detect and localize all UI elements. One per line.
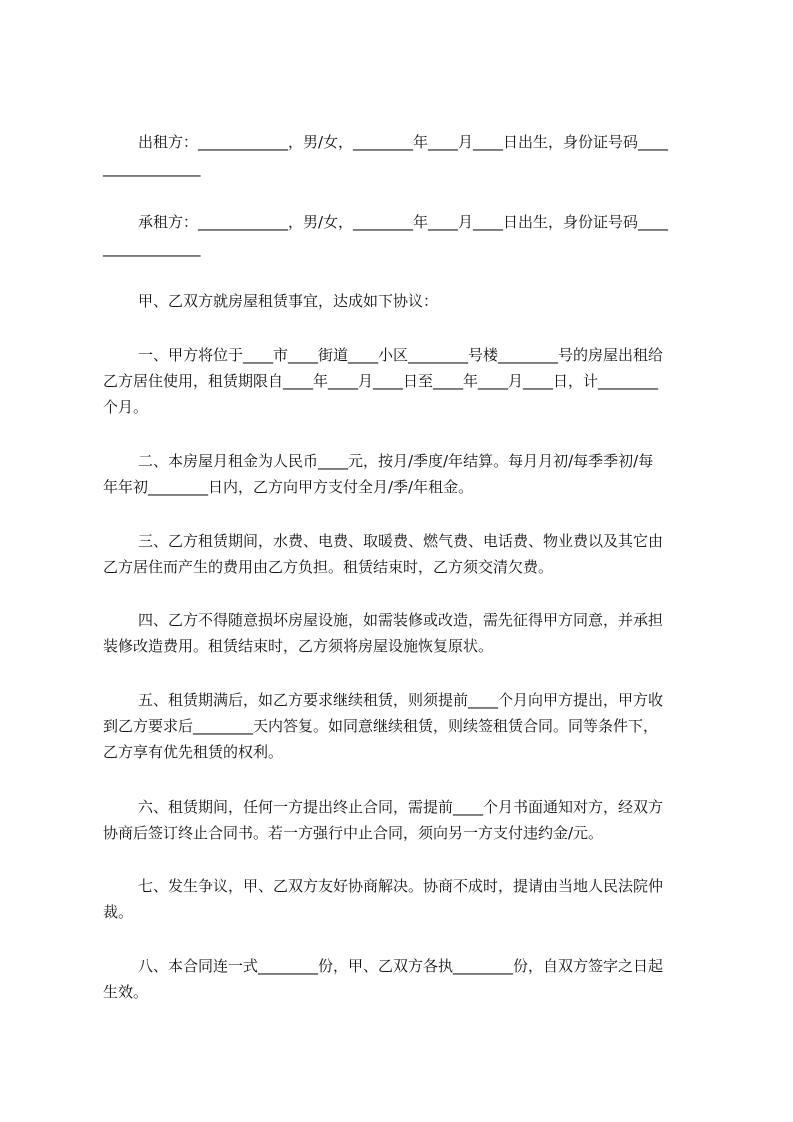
clause-3 bbox=[103, 528, 703, 580]
paragraph-line: 甲、乙双方就房屋租赁事宜，达成如下协议： bbox=[138, 292, 439, 310]
paragraph-line: 六、租赁期间，任何一方提出终止合同，需提前____个月书面通知对方，经双方 bbox=[138, 798, 664, 816]
paragraph-line: 二、本房屋月租金为人民币____元，按月/季度/年结算。每月月初/每季季初/每 bbox=[138, 452, 654, 470]
clause-4 bbox=[103, 607, 703, 659]
paragraph-line: 个月。 bbox=[103, 398, 149, 416]
paragraph-line: 一、甲方将位于____市____街道____小区________号楼________号的房屋出租给 bbox=[138, 346, 664, 364]
paragraph-line: 裁。 bbox=[103, 903, 134, 921]
lessor-paragraph bbox=[103, 129, 703, 181]
clause-2 bbox=[103, 448, 703, 500]
clause-5 bbox=[103, 687, 703, 765]
paragraph-line: 出租方：____________，男/女，________年____月____日出生，身份证号码____ bbox=[138, 133, 669, 151]
agreement-intro bbox=[103, 288, 703, 314]
clause-1 bbox=[103, 342, 703, 420]
paragraph-line: 五、租赁期满后，如乙方要求继续租赁，则须提前____个月向甲方提出，甲方收 bbox=[138, 691, 664, 709]
paragraph-line: 承租方：____________，男/女，________年____月____日出生，身份证号码____ bbox=[138, 213, 669, 231]
lessee-paragraph bbox=[103, 209, 703, 261]
paragraph-line: 三、乙方租赁期间，水费、电费、取暖费、燃气费、电话费、物业费以及其它由 bbox=[138, 532, 664, 550]
paragraph-line: _____________ bbox=[103, 239, 201, 257]
paragraph-line: 八、本合同连一式________份，甲、乙双方各执________份，自双方签字之日起 bbox=[138, 957, 664, 975]
paragraph-line: 四、乙方不得随意损坏房屋设施，如需装修或改造，需先征得甲方同意，并承担 bbox=[138, 611, 664, 629]
paragraph-line: 乙方享有优先租赁的权利。 bbox=[103, 743, 284, 761]
paragraph-line: 七、发生争议，甲、乙双方友好协商解决。协商不成时，提请由当地人民法院仲 bbox=[138, 877, 664, 895]
clause-7 bbox=[103, 873, 703, 925]
paragraph-line: _____________ bbox=[103, 159, 201, 177]
clause-8 bbox=[103, 953, 703, 1005]
paragraph-line: 乙方居住使用，租赁期限自____年____月____日至____年____月____日，计________ bbox=[103, 372, 659, 390]
paragraph-line: 协商后签订终止合同书。若一方强行中止合同，须向另一方支付违约金/元。 bbox=[103, 824, 604, 842]
paragraph-line: 装修改造费用。租赁结束时，乙方须将房屋设施恢复原状。 bbox=[103, 637, 494, 655]
paragraph-line: 乙方居住而产生的费用由乙方负担。租赁结束时，乙方须交清欠费。 bbox=[103, 558, 554, 576]
paragraph-line: 到乙方要求后________天内答复。如同意继续租赁，则续签租赁合同。同等条件下， bbox=[103, 717, 659, 735]
paragraph-line: 生效。 bbox=[103, 983, 149, 1001]
clause-6 bbox=[103, 794, 703, 846]
paragraph-line: 年年初________日内，乙方向甲方支付全月/季/年租金。 bbox=[103, 478, 474, 496]
